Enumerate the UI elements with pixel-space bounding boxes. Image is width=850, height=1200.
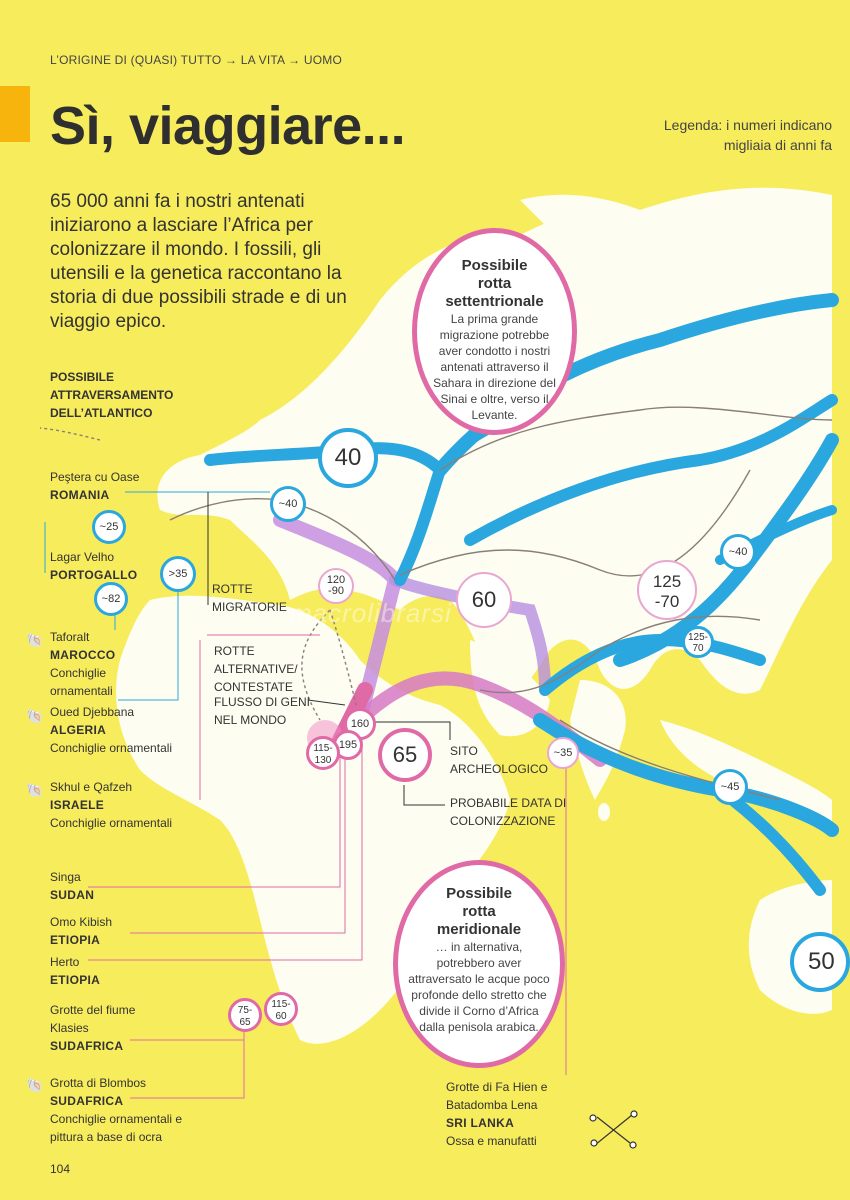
north-route-text: La prima grande migrazione potrebbe aver condotto i nostri antenati attraverso il Sahara in direzione del Sinai e oltre, verso il Levante. <box>433 312 556 422</box>
leader-klasies <box>130 1020 244 1040</box>
marker-195: 195 <box>333 730 363 760</box>
alt-route-atlantic <box>40 428 100 440</box>
watermark: macrolibrarsi <box>290 598 452 628</box>
marker-115c-bottom: 60 <box>275 1011 287 1022</box>
legend <box>632 115 832 155</box>
site-herto <box>50 953 100 989</box>
site-place: Grotte del fiume Klasies <box>50 1003 136 1035</box>
legend-line-2: migliaia di anni fa <box>723 137 832 153</box>
atlantic-label <box>50 368 173 422</box>
site-romania <box>50 468 139 504</box>
marker-82: ~82 <box>94 582 128 616</box>
site-place: Grotte di Fa Hien e Batadomba Lena <box>446 1080 548 1112</box>
north-route-title-3: settentrionale <box>445 293 544 310</box>
site-blombos <box>50 1074 210 1146</box>
marker-25: ~25 <box>92 510 126 544</box>
marker-125s-top: 125- <box>687 632 708 643</box>
marker-115c <box>264 992 298 1026</box>
north-route-title-2: rotta <box>477 275 512 292</box>
site-place: Taforalt <box>50 630 90 644</box>
north-route-bubble <box>412 228 577 435</box>
site-country: MAROCCO <box>50 648 116 662</box>
site-place: Grotta di Blombos <box>50 1076 147 1090</box>
shell-icon: 🐚 <box>26 782 44 798</box>
site-note: Ossa e manufatti <box>446 1134 537 1148</box>
site-country: ETIOPIA <box>50 973 101 987</box>
site-algeria <box>50 703 172 757</box>
marker-125-bottom: -70 <box>654 592 680 611</box>
legend-data-2: COLONIZZAZIONE <box>450 814 556 828</box>
marker-160: 160 <box>344 708 376 740</box>
site-country: ROMANIA <box>50 488 110 502</box>
site-place: Oued Djebbana <box>50 705 135 719</box>
site-note: Conchiglie ornamentali <box>50 816 173 830</box>
legend-line-1: Legenda: i numeri indicano <box>663 117 832 133</box>
legend-sito-2: ARCHEOLOGICO <box>450 762 549 776</box>
site-country: SUDAFRICA <box>50 1094 124 1108</box>
south-route-title-2: rotta <box>462 903 496 920</box>
site-marocco <box>50 628 150 700</box>
site-country: SRI LANKA <box>446 1116 515 1130</box>
south-route-title-3: meridionale <box>436 921 522 938</box>
site-country: ETIOPIA <box>50 933 101 947</box>
bone-icon <box>590 1111 637 1148</box>
site-note: Conchiglie ornamentali <box>50 666 113 698</box>
marker-115-top: 115- <box>313 743 333 754</box>
site-note: Conchiglie ornamentali <box>50 741 173 755</box>
marker-60: 60 <box>456 572 512 628</box>
marker-65: 65 <box>378 728 432 782</box>
legend-flusso-2: NEL MONDO <box>214 713 287 727</box>
srilanka-land <box>598 803 610 821</box>
legend-sito-1: SITO <box>450 744 478 758</box>
south-route-bubble <box>393 860 565 1068</box>
site-srilanka <box>446 1078 576 1150</box>
legend-alt-1: ROTTE <box>214 644 255 658</box>
marker-40b: ~40 <box>270 486 306 522</box>
marker-75-top: 75- <box>237 1005 253 1016</box>
shell-icon: 🐚 <box>26 708 44 724</box>
legend-alt-3: CONTESTATE <box>214 680 293 694</box>
site-place: Omo Kibish <box>50 915 113 929</box>
marker-40: 40 <box>318 428 378 488</box>
legend-rotte-1: ROTTE <box>212 582 253 596</box>
site-place: Skhul e Qafzeh <box>50 780 133 794</box>
marker-45: ~45 <box>712 769 748 805</box>
legend-data-1: PROBABILE DATA DI <box>450 796 567 810</box>
site-place: Peştera cu Oase <box>50 470 140 484</box>
marker-125-top: 125 <box>652 572 682 591</box>
site-israele <box>50 778 172 832</box>
site-country: ALGERIA <box>50 723 107 737</box>
marker-40c: ~40 <box>720 534 756 570</box>
atlantic-line-2: ATTRAVERSAMENTO <box>50 388 174 402</box>
site-country: PORTOGALLO <box>50 568 138 582</box>
breadcrumb: L’ORIGINE DI (QUASI) TUTTO → LA VITA → UOMO <box>50 53 342 67</box>
shell-icon: 🐚 <box>26 632 44 648</box>
north-route-title-1: Possibile <box>461 257 528 274</box>
legend-flusso <box>214 693 310 729</box>
shell-icon: 🐚 <box>26 1077 44 1093</box>
marker-115 <box>306 736 340 770</box>
marker-115-bottom: 130 <box>314 755 332 766</box>
legend-rotte-2: MIGRATORIE <box>212 600 287 614</box>
legend-alt-2: ALTERNATIVE/ <box>214 662 298 676</box>
atlantic-line-3: DELL’ATLANTICO <box>50 406 153 420</box>
intro-text: 65 000 anni fa i nostri antenati iniziarono a lasciare l’Africa per colonizzare il mondo. I fossili, gli utensili e la genetica raccontano la storia di due possibili strade e di un viaggio epico. <box>50 191 347 332</box>
marker-120-bottom: -90 <box>328 585 344 597</box>
marker-125 <box>637 560 697 620</box>
legend-rotte-migratorie <box>212 580 287 616</box>
marker-75-bottom: 65 <box>239 1017 251 1028</box>
marker-115c-top: 115- <box>271 999 291 1010</box>
marker-35b: ~35 <box>547 737 579 769</box>
south-route-title-1: Possibile <box>446 885 512 902</box>
legend-sito <box>450 742 548 778</box>
accent-bar <box>0 86 30 142</box>
marker-125s-bottom: 70 <box>692 643 704 654</box>
marker-50: 50 <box>790 932 850 992</box>
site-note: Conchiglie ornamentali e pittura a base di ocra <box>50 1112 183 1144</box>
site-country: SUDAFRICA <box>50 1039 124 1053</box>
page-number: 104 <box>50 1162 71 1176</box>
marker-75 <box>228 998 262 1032</box>
legend-rotte-alternative <box>214 642 298 696</box>
atlantic-line-1: POSSIBILE <box>50 370 115 384</box>
site-portogallo <box>50 548 137 584</box>
site-place: Singa <box>50 870 81 884</box>
page-title: Sì, viaggiare... <box>50 96 406 156</box>
site-sudan <box>50 868 94 904</box>
site-country: ISRAELE <box>50 798 105 812</box>
site-place: Lagar Velho <box>50 550 115 564</box>
site-country: SUDAN <box>50 888 95 902</box>
marker-35a: >35 <box>160 556 196 592</box>
south-route-text: … in alternativa, potrebbero aver attraversato le acque poco profonde dello stretto che divide il Corno d’Africa dalla penisola arabica. <box>408 940 550 1034</box>
site-klasies <box>50 1001 140 1055</box>
site-omo <box>50 913 112 949</box>
marker-125s <box>682 626 714 658</box>
site-place: Herto <box>50 955 80 969</box>
marker-120-top: 120 <box>326 574 346 586</box>
legend-flusso-1: FLUSSO DI GENI <box>214 695 311 709</box>
legend-data <box>450 794 566 830</box>
